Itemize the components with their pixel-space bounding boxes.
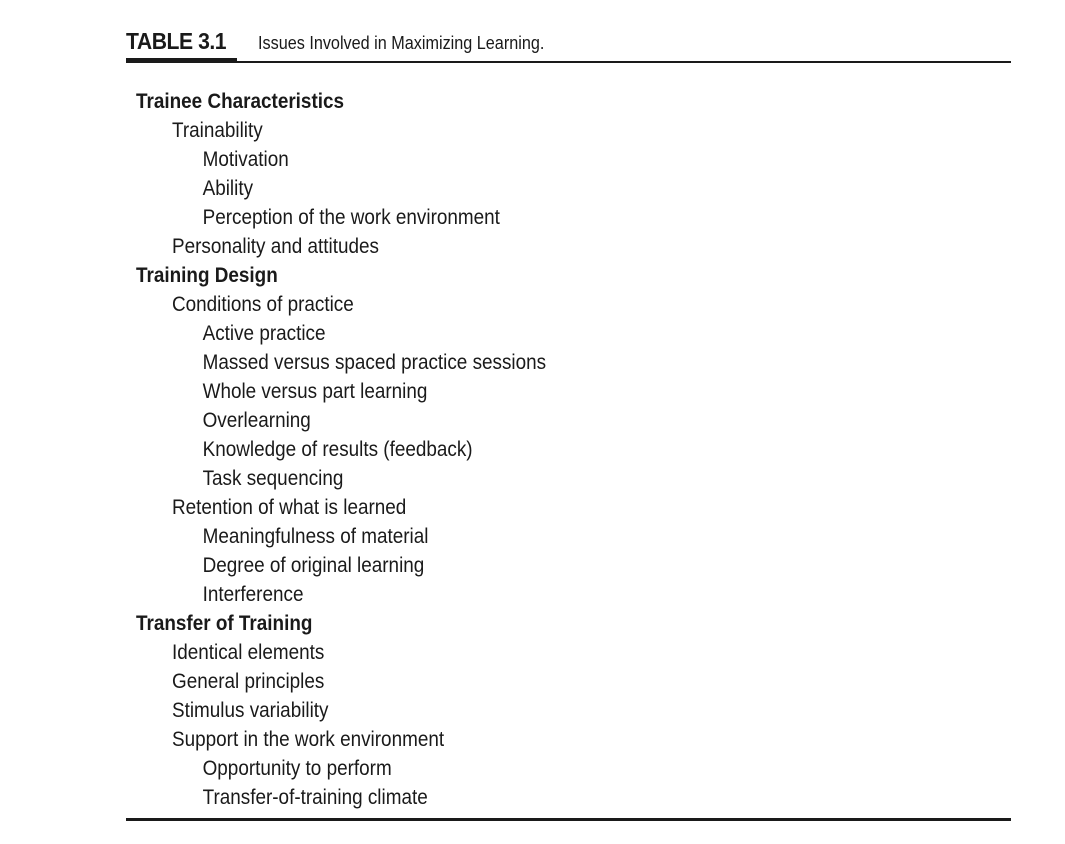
outline-subitem: Knowledge of results (feedback) (202, 438, 473, 461)
outline-item: Personality and attitudes (172, 235, 379, 258)
section-heading: Training Design (136, 264, 278, 287)
outline-item: Support in the work environment (172, 728, 445, 751)
outline-subitem: Perception of the work environment (202, 206, 500, 229)
outline-subitem: Active practice (202, 322, 326, 345)
outline-subitem: Whole versus part learning (202, 380, 428, 403)
caption-rule-thin (126, 61, 1011, 63)
outline-item: Retention of what is learned (172, 496, 407, 519)
outline-subitem: Degree of original learning (202, 554, 425, 577)
section-heading: Trainee Characteristics (136, 90, 345, 113)
outline-subitem: Interference (202, 583, 304, 606)
issues-outline (136, 87, 592, 812)
table-caption (126, 24, 1011, 62)
outline-subitem: Task sequencing (202, 467, 344, 490)
outline-item: Trainability (172, 119, 263, 142)
outline-item: Conditions of practice (172, 293, 354, 316)
outline-item: Identical elements (172, 641, 325, 664)
outline-subitem: Overlearning (202, 409, 311, 432)
section-heading: Transfer of Training (136, 612, 313, 635)
table-3-1 (126, 24, 1011, 809)
table-bottom-rule (126, 818, 1011, 821)
outline-subitem: Ability (202, 177, 254, 200)
table-title: Issues Involved in Maximizing Learning. (258, 33, 545, 53)
outline-subitem: Opportunity to perform (202, 757, 392, 780)
outline-subitem: Massed versus spaced practice sessions (202, 351, 547, 374)
outline-item: General principles (172, 670, 325, 693)
outline-subitem: Motivation (202, 148, 289, 171)
outline-subitem: Transfer-of-training climate (202, 786, 428, 809)
outline-item: Stimulus variability (172, 699, 329, 722)
outline-subitem: Meaningfulness of material (202, 525, 429, 548)
table-label: TABLE 3.1 (126, 28, 227, 54)
